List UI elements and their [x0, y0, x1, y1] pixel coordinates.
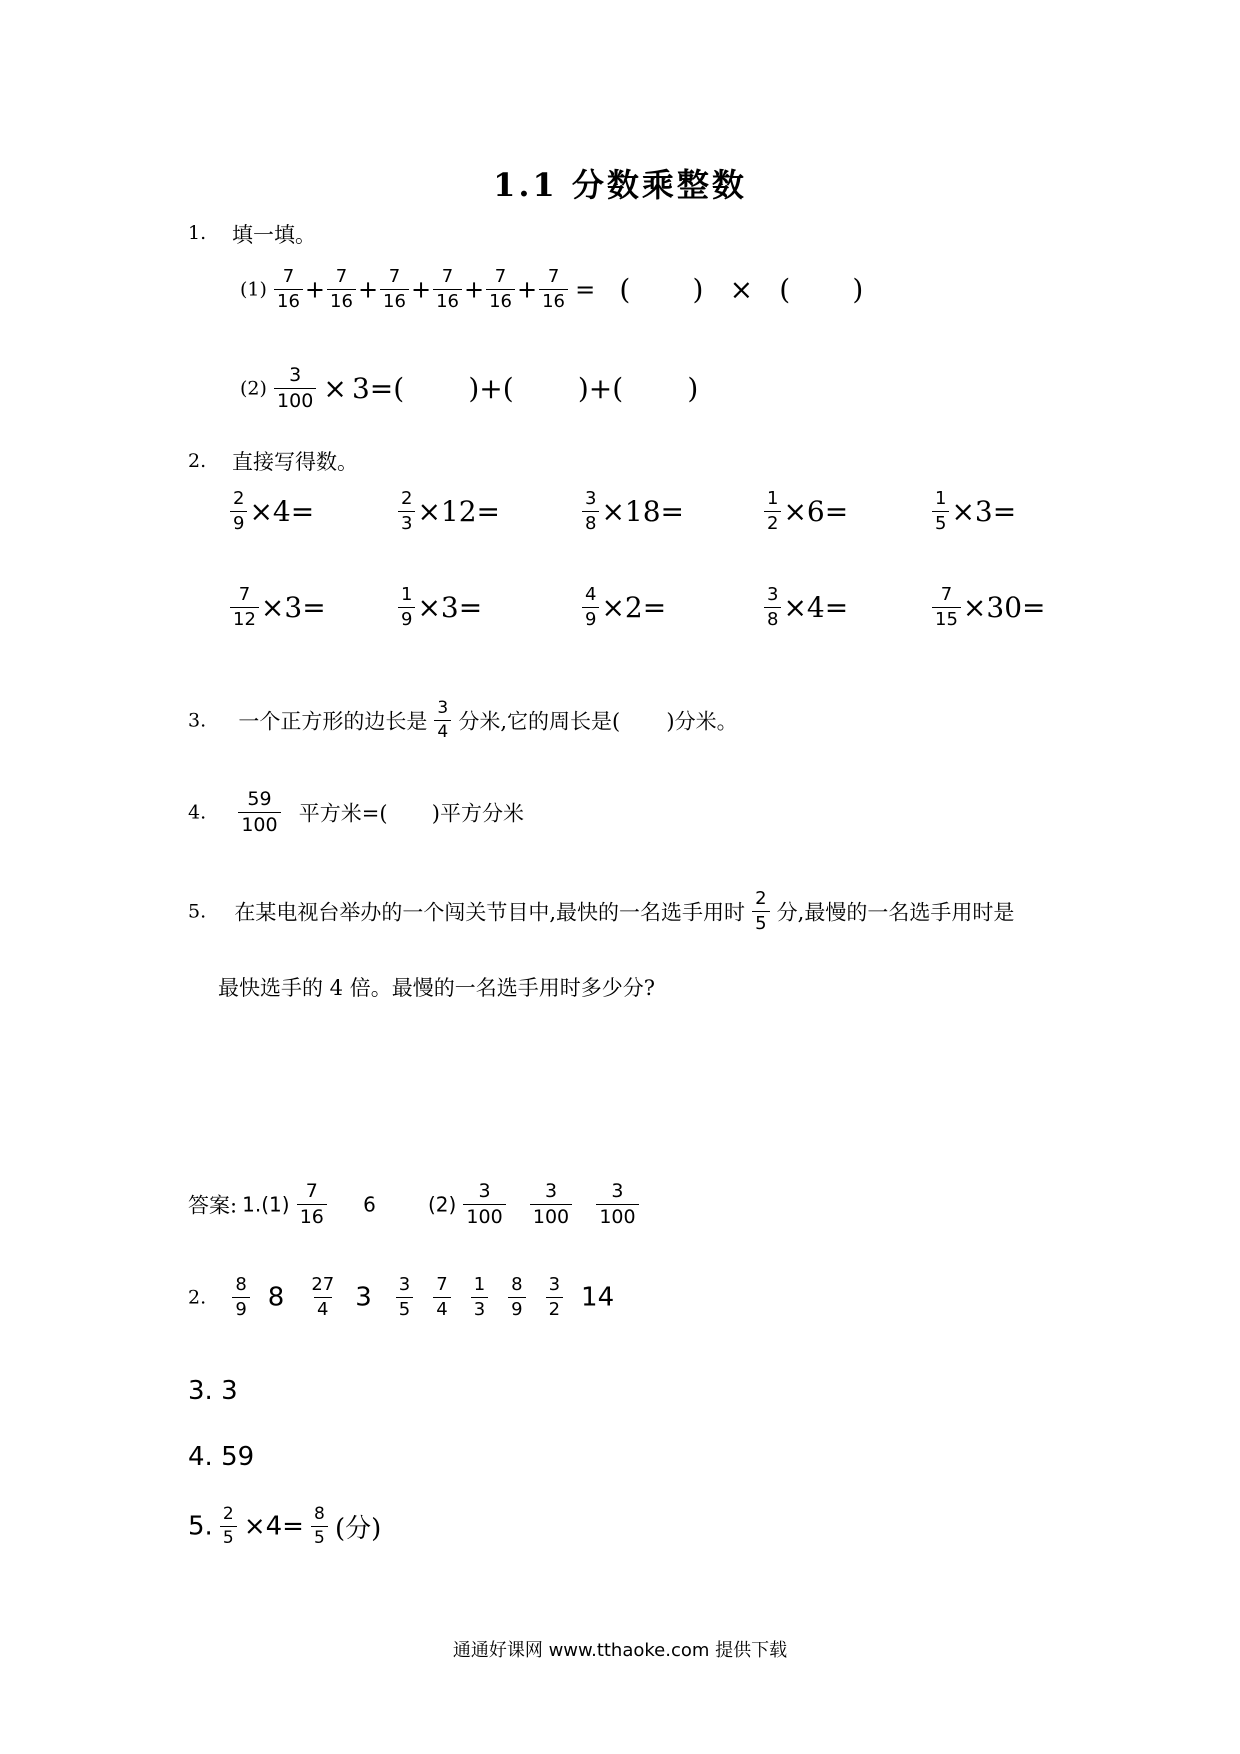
q2-times: ×	[260, 591, 285, 624]
page-title: 1.1 分数乘整数	[493, 166, 747, 204]
q2-rest: 4=	[272, 495, 315, 528]
q3-fraction: $\frac{3}{4}$	[434, 700, 451, 741]
q3-text-before: 一个正方形的边长是	[238, 709, 428, 734]
answer-2-fraction: $\frac{8}{9}$	[508, 1276, 525, 1319]
q1-p1-plus: +	[516, 275, 538, 304]
q1-p1-plus: +	[463, 275, 485, 304]
answer-5-fraction-2: $\frac{8}{5}$	[311, 1506, 328, 1547]
q2-fraction: $\frac{4}{9}$	[582, 586, 599, 629]
q2-times: ×	[249, 495, 273, 528]
q1-p1-times: ×	[729, 273, 754, 306]
q1-p2-times: ×	[323, 372, 347, 405]
q2-times: ×	[783, 591, 807, 624]
q2-times: ×	[417, 495, 441, 528]
q2-times: ×	[601, 591, 625, 624]
q2-exercise	[580, 490, 684, 533]
q1-p1-right-paren-2: )	[852, 273, 864, 306]
q2-exercise	[580, 586, 666, 629]
answer-2	[188, 1276, 636, 1319]
q2-rest: 2=	[624, 591, 667, 624]
q2-times: ×	[962, 591, 987, 624]
q1-p1-fraction: $\frac{7}{16}$	[327, 268, 356, 311]
answer-1-value: 6	[363, 1192, 376, 1217]
q5-text-after: 分,最慢的一名选手用时是	[776, 900, 1015, 925]
q5-fraction: $\frac{2}{5}$	[752, 890, 769, 933]
q1-p1-fractions	[272, 266, 570, 312]
q2-fraction: $\frac{1}{9}$	[398, 586, 415, 629]
q5-line-1	[188, 890, 1014, 933]
q4-text-end: )平方分米	[431, 801, 524, 826]
q2-times: ×	[951, 495, 975, 528]
q2-exercise	[396, 490, 500, 533]
answer-2-fraction: $\frac{8}{9}$	[232, 1276, 249, 1319]
q2-fraction: $\frac{1}{2}$	[764, 490, 781, 533]
answer-2-fraction: $\frac{1}{3}$	[471, 1276, 488, 1319]
q1-p1-equals: =	[575, 275, 596, 304]
q1-p1-left-paren-2: (	[779, 273, 791, 306]
q1-p1-right-paren-1: )	[692, 273, 704, 306]
answer-2-fraction: $\frac{27}{4}$	[311, 1274, 335, 1320]
answer-4: 4. 59	[188, 1442, 255, 1472]
q4-fraction: $\frac{59}{100}$	[238, 790, 280, 835]
answer-1-prefix: 1.(1)	[242, 1192, 290, 1217]
q1-p2-end: )	[687, 372, 699, 405]
q2-rest: 12=	[440, 495, 501, 528]
q2-rest: 3=	[974, 495, 1017, 528]
answer-2-value: 8	[267, 1282, 285, 1313]
answer-2-values	[230, 1274, 636, 1320]
q1-p1-plus: +	[410, 275, 432, 304]
answer-5-fraction-1: $\frac{2}{5}$	[220, 1506, 237, 1547]
q5-number: 5.	[188, 900, 207, 923]
q2-fraction: $\frac{2}{9}$	[230, 490, 247, 533]
answer-3: 3. 3	[188, 1376, 238, 1406]
answer-5-unit: (分)	[334, 1514, 382, 1544]
footer-source: 通通好课网 www.tthaoke.com 提供下载	[452, 1640, 788, 1661]
q2-rest: 3=	[440, 591, 483, 624]
q2-fraction: $\frac{3}{8}$	[764, 586, 781, 629]
answer-1	[188, 1182, 641, 1227]
q4-line	[188, 790, 524, 835]
q2-exercise	[228, 490, 314, 533]
q1-p1-fraction: $\frac{7}{16}$	[274, 268, 303, 311]
q2-rest: 3=	[284, 591, 326, 624]
q2-fraction: $\frac{7}{12}$	[230, 586, 259, 629]
q2-number: 2.	[188, 450, 207, 472]
q2-rest: 6=	[806, 495, 849, 528]
q2-exercise	[930, 586, 1045, 629]
q1-p1-plus: +	[304, 275, 326, 304]
answer-1-fraction: $\frac{7}{16}$	[297, 1182, 327, 1227]
answer-2-value: 14	[581, 1282, 615, 1313]
answer-2-fraction: $\frac{3}{2}$	[546, 1276, 563, 1319]
q2-rest: 30=	[986, 591, 1046, 624]
q2-exercise	[228, 586, 326, 629]
answer-1-part2-fraction-2: $\frac{3}{100}$	[530, 1182, 572, 1227]
answer-1-part2-fraction-1: $\frac{3}{100}$	[463, 1182, 505, 1227]
q2-exercise	[930, 490, 1016, 533]
q1-p1-fraction: $\frac{7}{16}$	[486, 268, 515, 311]
q2-fraction: $\frac{1}{5}$	[932, 490, 949, 533]
q2-fraction: $\frac{2}{3}$	[398, 490, 415, 533]
q2-exercise	[762, 490, 848, 533]
q2-fraction: $\frac{3}{8}$	[582, 490, 599, 533]
q2-rest: 18=	[624, 495, 685, 528]
q2-text: 直接写得数。	[232, 450, 358, 474]
q4-number: 4.	[188, 801, 207, 824]
answer-2-fraction: $\frac{7}{4}$	[433, 1276, 450, 1319]
q2-exercise	[762, 586, 848, 629]
q5-text-before: 在某电视台举办的一个闯关节目中,最快的一名选手用时	[234, 900, 746, 925]
q2-rest: 4=	[806, 591, 849, 624]
q1-p1-fraction: $\frac{7}{16}$	[539, 268, 568, 311]
q1-part2	[240, 366, 698, 411]
q1-p1-fraction: $\frac{7}{16}$	[433, 268, 462, 311]
q1-number: 1.	[188, 222, 207, 244]
answer-5	[188, 1506, 381, 1547]
q1-p2-rhs-start: 3=(	[351, 372, 405, 405]
q3-text-end: )分米。	[666, 709, 738, 734]
q1-p2-mid-1: )+(	[468, 372, 514, 405]
answer-2-number: 2.	[188, 1286, 207, 1309]
q1-p2-label: (2)	[240, 377, 267, 400]
q3-text-after: 分米,它的周长是(	[458, 709, 621, 734]
q2-times: ×	[783, 495, 807, 528]
answer-5-expression: ×4=	[243, 1511, 304, 1542]
answer-2-fraction: $\frac{3}{5}$	[396, 1276, 413, 1319]
answer-2-value: 3	[355, 1282, 372, 1313]
q5-line-2: 最快选手的 4 倍。最慢的一名选手用时多少分?	[218, 976, 655, 1000]
answer-1-part2-fraction-3: $\frac{3}{100}$	[596, 1182, 638, 1227]
q1-p1-plus: +	[357, 275, 379, 304]
q1-p2-fraction: $\frac{3}{100}$	[274, 366, 316, 411]
q4-text-after: 平方米=(	[298, 801, 388, 826]
answer-label: 答案:	[188, 1193, 238, 1218]
answer-5-number: 5.	[188, 1511, 213, 1542]
q2-fraction: $\frac{7}{15}$	[932, 586, 961, 629]
q3-line	[188, 700, 738, 741]
q1-p1-label: (1)	[240, 278, 267, 301]
q2-times: ×	[601, 495, 625, 528]
q1-text: 填一填。	[232, 223, 316, 247]
q1-p1-left-paren-1: (	[619, 273, 631, 306]
q2-times: ×	[417, 591, 441, 624]
q1-p2-mid-2: )+(	[577, 372, 624, 405]
answer-1-part2-label: (2)	[427, 1192, 457, 1217]
q1-p1-fraction: $\frac{7}{16}$	[380, 268, 409, 311]
q1-part1	[240, 268, 863, 311]
q2-exercise	[396, 586, 482, 629]
q3-number: 3.	[188, 709, 207, 732]
